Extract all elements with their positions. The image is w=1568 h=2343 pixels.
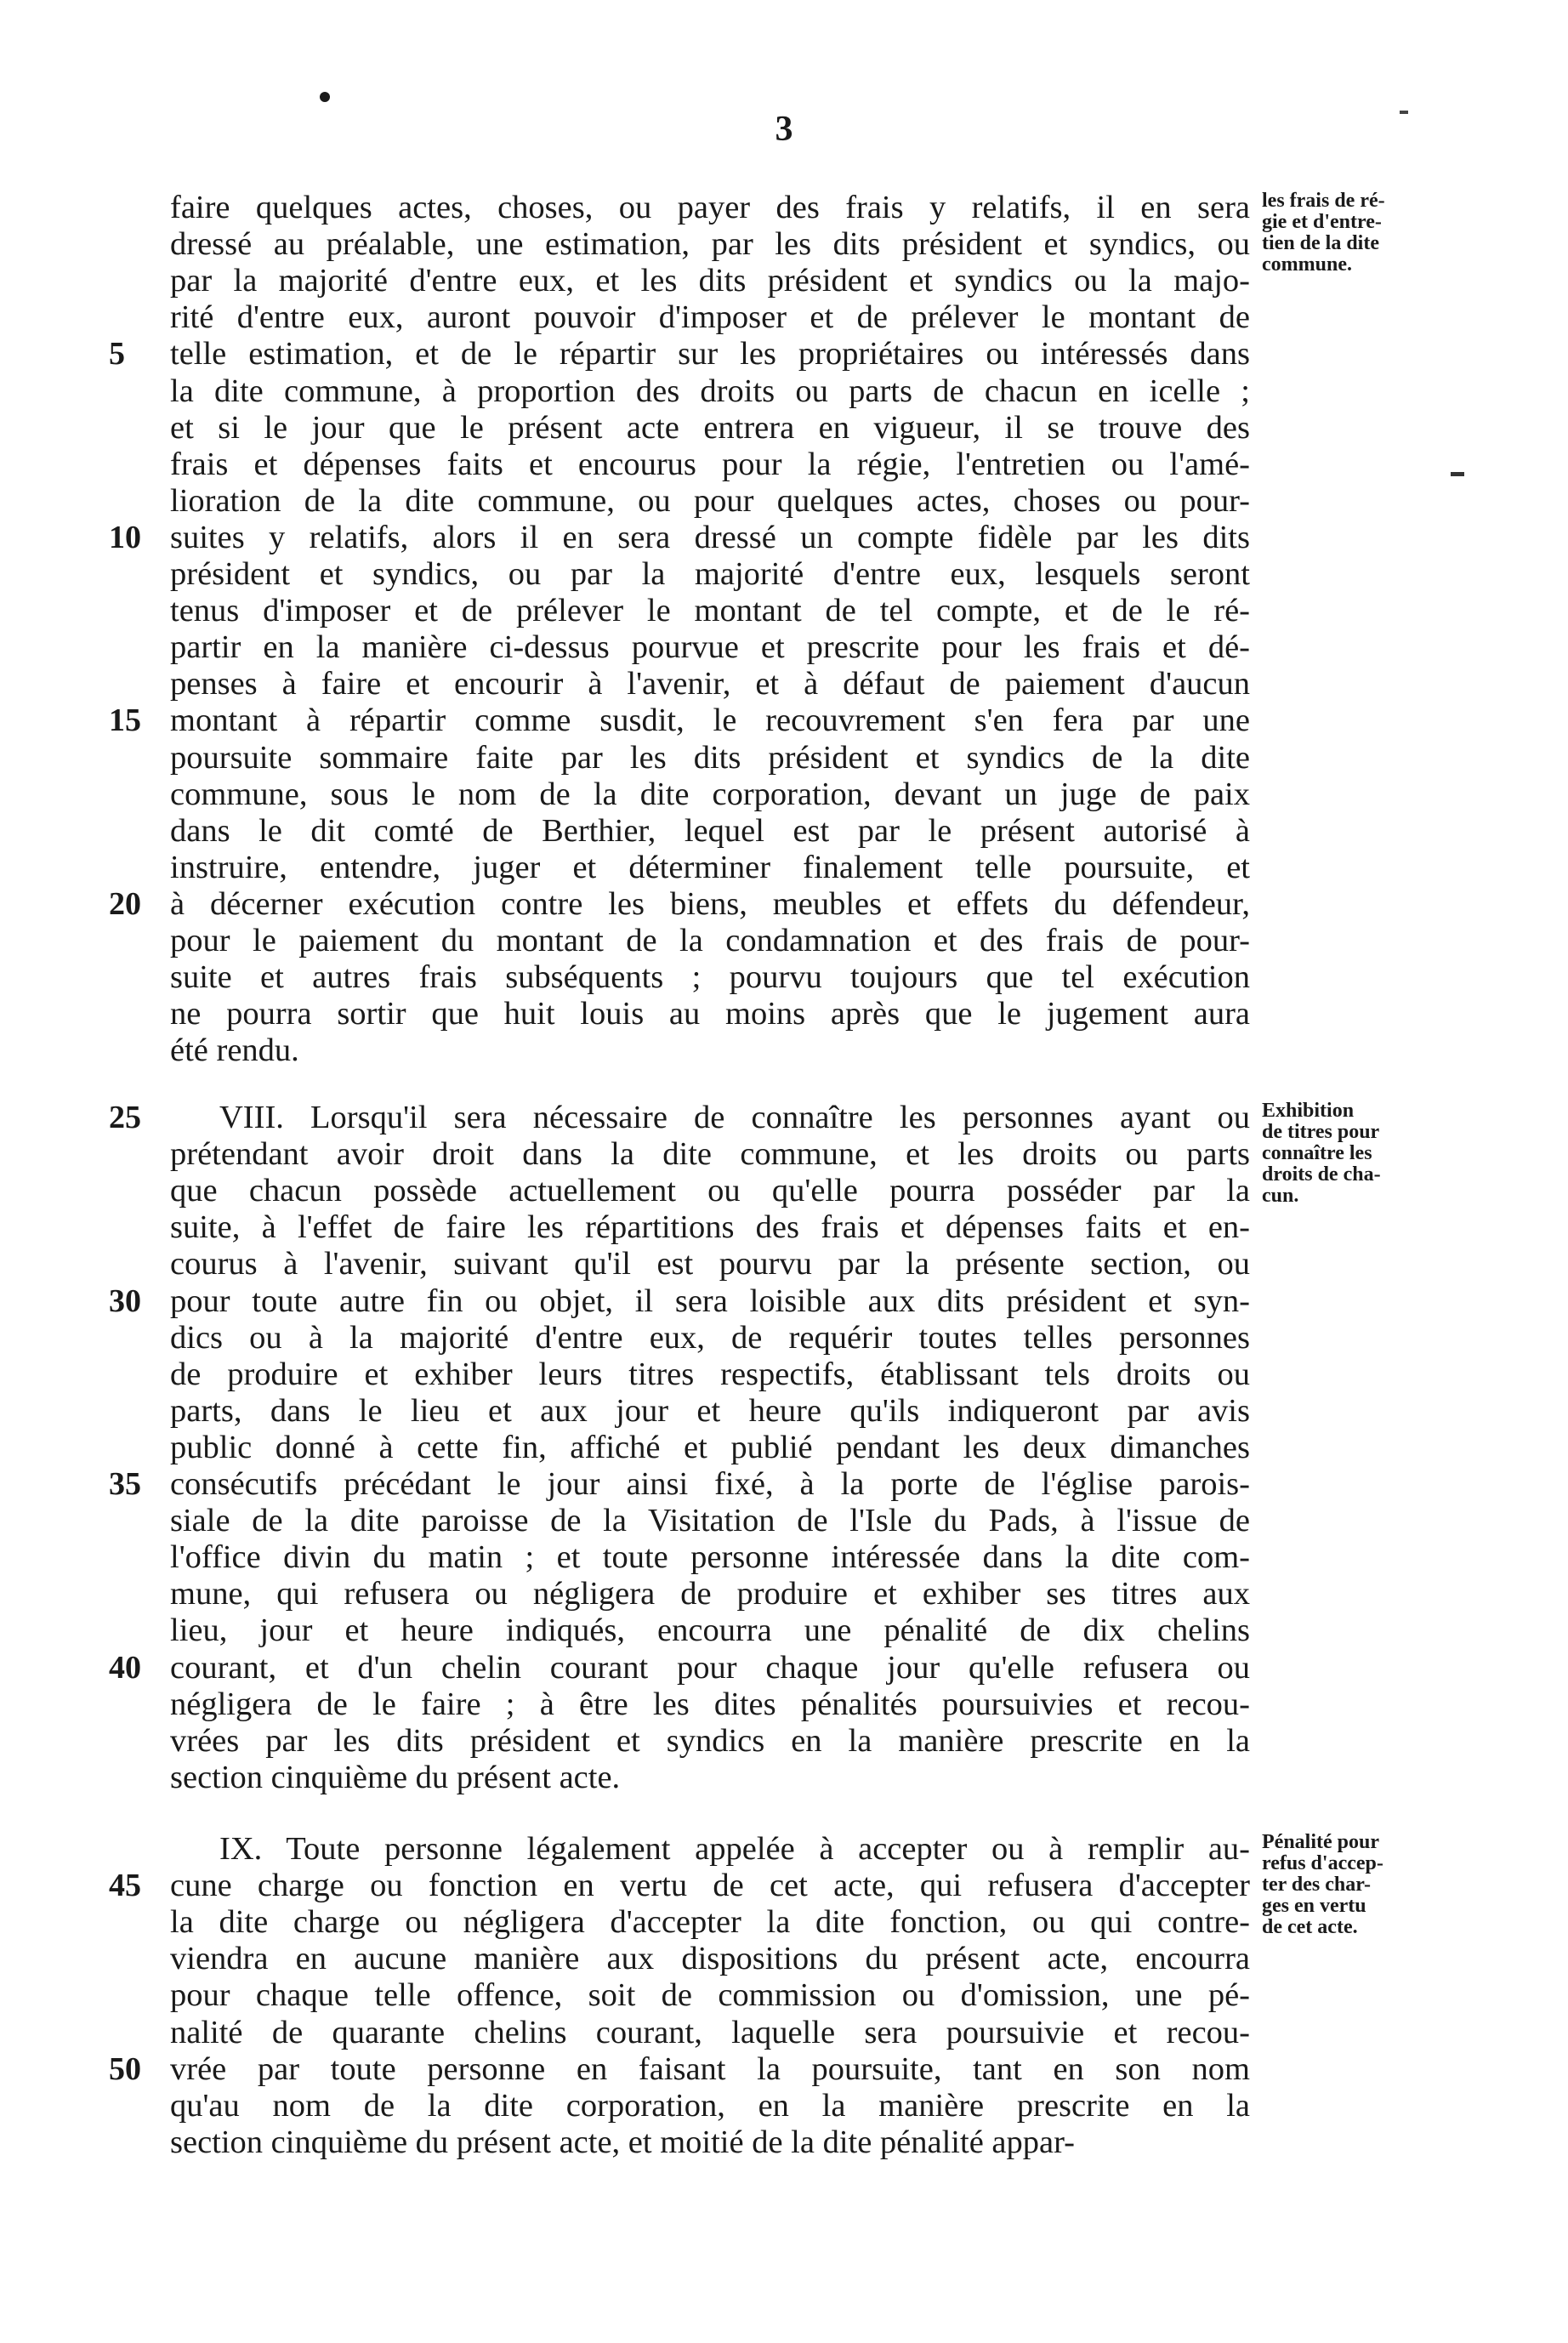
line-text: montant à répartir comme susdit, le recouvrement s'en fera par une bbox=[170, 702, 1250, 739]
text-line bbox=[0, 2124, 1568, 2161]
line-text: nalité de quarante chelins courant, laquelle sera poursuivie et recou- bbox=[170, 2014, 1250, 2050]
line-text: prétendant avoir droit dans la dite commune, et les droits ou parts bbox=[170, 1136, 1250, 1173]
line-text: été rendu. bbox=[170, 1032, 299, 1069]
margin-note-line: de cet acte. bbox=[1262, 1916, 1358, 1938]
line-text: cune charge ou fonction en vertu de cet acte, qui refusera d'accepter bbox=[170, 1868, 1250, 1904]
line-text: à décerner exécution contre les biens, meubles et effets du défendeur, bbox=[170, 885, 1250, 922]
line-text: et si le jour que le présent acte entrera en vigueur, il se trouve des bbox=[170, 409, 1250, 446]
line-text: ne pourra sortir que huit louis au moins après que le jugement aura bbox=[170, 996, 1250, 1032]
line-text: faire quelques actes, choses, ou payer des frais y relatifs, il en sera bbox=[170, 190, 1250, 225]
margin-note-fees bbox=[1262, 191, 1466, 276]
line-text: lioration de la dite commune, ou pour quelques actes, choses ou pour- bbox=[170, 482, 1250, 519]
line-text: pour chaque telle offence, soit de commission ou d'omission, une pé- bbox=[170, 1977, 1250, 2014]
line-text: suite et autres frais subséquents ; pourvu toujours que tel exécution bbox=[170, 959, 1250, 996]
text-line bbox=[0, 446, 1568, 483]
line-text: de produire et exhiber leurs titres respectifs, établissant tels droits ou bbox=[170, 1356, 1250, 1392]
text-line bbox=[0, 1976, 1568, 2014]
text-line bbox=[0, 849, 1568, 886]
line-text: partir en la manière ci-dessus pourvue et prescrite pour les frais et dé- bbox=[170, 629, 1250, 666]
text-line bbox=[0, 1245, 1568, 1282]
margin-note-line: Pénalité pour bbox=[1262, 1831, 1379, 1853]
line-text: courant, et d'un chelin courant pour chaque jour qu'elle refusera ou bbox=[170, 1649, 1250, 1686]
line-text: dics ou à la majorité d'entre eux, de requérir toutes telles personnes bbox=[170, 1319, 1250, 1356]
text-line bbox=[0, 519, 1568, 556]
line-text: pour le paiement du montant de la condamnation et des frais de pour- bbox=[170, 923, 1250, 958]
text-line bbox=[0, 335, 1568, 372]
line-text: VIII. Lorsqu'il sera nécessaire de connaître les personnes ayant ou bbox=[219, 1100, 1250, 1135]
text-line bbox=[0, 1612, 1568, 1649]
text-line bbox=[0, 2014, 1568, 2051]
line-text: que chacun possède actuellement ou qu'elle pourra posséder par la bbox=[170, 1173, 1250, 1209]
line-text: poursuite sommaire faite par les dits président et syndics de la dite bbox=[170, 739, 1250, 776]
text-line bbox=[0, 628, 1568, 666]
line-text: viendra en aucune manière aux dispositions du présent acte, encourra bbox=[170, 1941, 1250, 1977]
margin-note-line: refus d'accep- bbox=[1262, 1852, 1383, 1874]
margin-note-line: connaître les bbox=[1262, 1142, 1372, 1164]
line-number: 30 bbox=[109, 1282, 141, 1319]
text-line bbox=[0, 958, 1568, 996]
text-line bbox=[0, 1429, 1568, 1466]
line-text: lieu, jour et heure indiqués, encourra une pénalité de dix chelins bbox=[170, 1612, 1250, 1649]
line-number: 35 bbox=[109, 1466, 141, 1502]
text-line bbox=[0, 1649, 1568, 1686]
text-line bbox=[0, 702, 1568, 739]
line-text: président et syndics, ou par la majorité d'entre eux, lesquels seront bbox=[170, 556, 1250, 592]
line-text: courus à l'avenir, suivant qu'il est pourvu par la présente section, ou bbox=[170, 1246, 1250, 1282]
margin-note-titles bbox=[1262, 1100, 1466, 1207]
text-line bbox=[0, 1465, 1568, 1503]
line-text: la dite commune, à proportion des droits ou parts de chacun en icelle ; bbox=[170, 372, 1250, 409]
text-line bbox=[0, 2050, 1568, 2088]
line-text: mune, qui refusera ou négligera de produire et exhiber ses titres aux bbox=[170, 1576, 1250, 1612]
text-line bbox=[0, 1392, 1568, 1430]
margin-note-line: droits de cha- bbox=[1262, 1163, 1381, 1186]
margin-note-line: ter des char- bbox=[1262, 1874, 1371, 1896]
text-line bbox=[0, 1356, 1568, 1393]
line-text: siale de la dite paroisse de la Visitation de l'Isle du Pads, à l'issue de bbox=[170, 1503, 1250, 1539]
line-number: 25 bbox=[109, 1100, 141, 1135]
text-line bbox=[0, 922, 1568, 959]
text-line bbox=[0, 592, 1568, 629]
line-number: 40 bbox=[109, 1649, 141, 1686]
text-line bbox=[0, 1319, 1568, 1356]
line-text: rité d'entre eux, auront pouvoir d'imposer et de prélever le montant de bbox=[170, 299, 1250, 336]
margin-note-line: ges en vertu bbox=[1262, 1895, 1366, 1917]
text-line bbox=[0, 885, 1568, 923]
margin-note-line: tien de la dite bbox=[1262, 232, 1379, 254]
line-text: frais et dépenses faits et encourus pour la régie, l'entretien ou l'amé- bbox=[170, 446, 1250, 482]
line-text: tenus d'imposer et de prélever le montant de tel compte, et de le ré- bbox=[170, 593, 1250, 629]
margin-note-line: gie et d'entre- bbox=[1262, 211, 1382, 233]
line-text: négligera de le faire ; à être les dites pénalités poursuivies et recou- bbox=[170, 1686, 1250, 1722]
line-text: par la majorité d'entre eux, et les dits président et syndics ou la majo- bbox=[170, 263, 1250, 299]
line-text: suites y relatifs, alors il en sera dressé un compte fidèle par les dits bbox=[170, 519, 1250, 555]
margin-note-line: les frais de ré- bbox=[1262, 190, 1385, 212]
margin-note-line: Exhibition bbox=[1262, 1100, 1355, 1122]
text-line bbox=[0, 665, 1568, 702]
line-text: pour toute autre fin ou objet, il sera loisible aux dits président et syn- bbox=[170, 1282, 1250, 1319]
margin-note-penalty bbox=[1262, 1832, 1466, 1938]
margin-note-line: de titres pour bbox=[1262, 1121, 1380, 1143]
text-line bbox=[0, 1575, 1568, 1612]
line-text: penses à faire et encourir à l'avenir, et à défaut de paiement d'aucun bbox=[170, 666, 1250, 702]
margin-note-line: cun. bbox=[1262, 1185, 1299, 1207]
line-text: qu'au nom de la dite corporation, en la manière prescrite en la bbox=[170, 2087, 1250, 2124]
line-text: section cinquième du présent acte, et moitié de la dite pénalité appar- bbox=[170, 2124, 1075, 2160]
line-text: instruire, entendre, juger et déterminer finalement telle poursuite, et bbox=[170, 849, 1250, 885]
text-line bbox=[0, 482, 1568, 520]
page-number: 3 bbox=[775, 110, 793, 149]
ink-dot bbox=[320, 92, 330, 102]
line-text: parts, dans le lieu et aux jour et heure qu'ils indiqueront par avis bbox=[170, 1392, 1250, 1429]
text-line bbox=[0, 555, 1568, 593]
line-text: commune, sous le nom de la dite corporation, devant un juge de paix bbox=[170, 776, 1250, 812]
text-line bbox=[0, 299, 1568, 336]
text-line bbox=[0, 1502, 1568, 1539]
line-text: public donné à cette fin, affiché et publié pendant les deux dimanches bbox=[170, 1429, 1250, 1465]
line-text: IX. Toute personne légalement appelée à accepter ou à remplir au- bbox=[219, 1831, 1250, 1867]
line-text: telle estimation, et de le répartir sur les propriétaires ou intéressés dans bbox=[170, 336, 1250, 372]
text-line bbox=[0, 1759, 1568, 1796]
text-line bbox=[0, 739, 1568, 776]
text-line bbox=[0, 1282, 1568, 1320]
line-number: 50 bbox=[109, 2050, 141, 2087]
text-line bbox=[0, 1538, 1568, 1576]
text-line bbox=[0, 1940, 1568, 1977]
text-line bbox=[0, 812, 1568, 850]
line-text: vrées par les dits président et syndics en la manière prescrite en la bbox=[170, 1722, 1250, 1759]
line-text: la dite charge ou négligera d'accepter la dite fonction, ou qui contre- bbox=[170, 1904, 1250, 1941]
line-number: 5 bbox=[109, 336, 125, 372]
line-text: section cinquième du présent acte. bbox=[170, 1759, 621, 1795]
text-line bbox=[0, 1722, 1568, 1760]
line-text: l'office divin du matin ; et toute personne intéressée dans la dite com- bbox=[170, 1539, 1250, 1576]
line-text: suite, à l'effet de faire les répartitions des frais et dépenses faits et en- bbox=[170, 1209, 1250, 1246]
text-line bbox=[0, 995, 1568, 1032]
line-number: 15 bbox=[109, 702, 141, 739]
line-number: 10 bbox=[109, 519, 141, 555]
line-text: vrée par toute personne en faisant la poursuite, tant en son nom bbox=[170, 2050, 1250, 2087]
line-text: dans le dit comté de Berthier, lequel est par le présent autorisé à bbox=[170, 812, 1250, 849]
text-line bbox=[0, 409, 1568, 446]
text-line bbox=[0, 776, 1568, 813]
margin-note-line: commune. bbox=[1262, 253, 1352, 276]
text-line bbox=[0, 1032, 1568, 1069]
text-line bbox=[0, 1208, 1568, 1246]
text-line bbox=[0, 2087, 1568, 2124]
text-line bbox=[0, 372, 1568, 410]
line-number: 20 bbox=[109, 885, 141, 922]
text-line bbox=[0, 1686, 1568, 1723]
line-text: consécutifs précédant le jour ainsi fixé, à la porte de l'église parois- bbox=[170, 1466, 1250, 1502]
line-number: 45 bbox=[109, 1868, 141, 1904]
line-text: dressé au préalable, une estimation, par les dits président et syndics, ou bbox=[170, 226, 1250, 263]
